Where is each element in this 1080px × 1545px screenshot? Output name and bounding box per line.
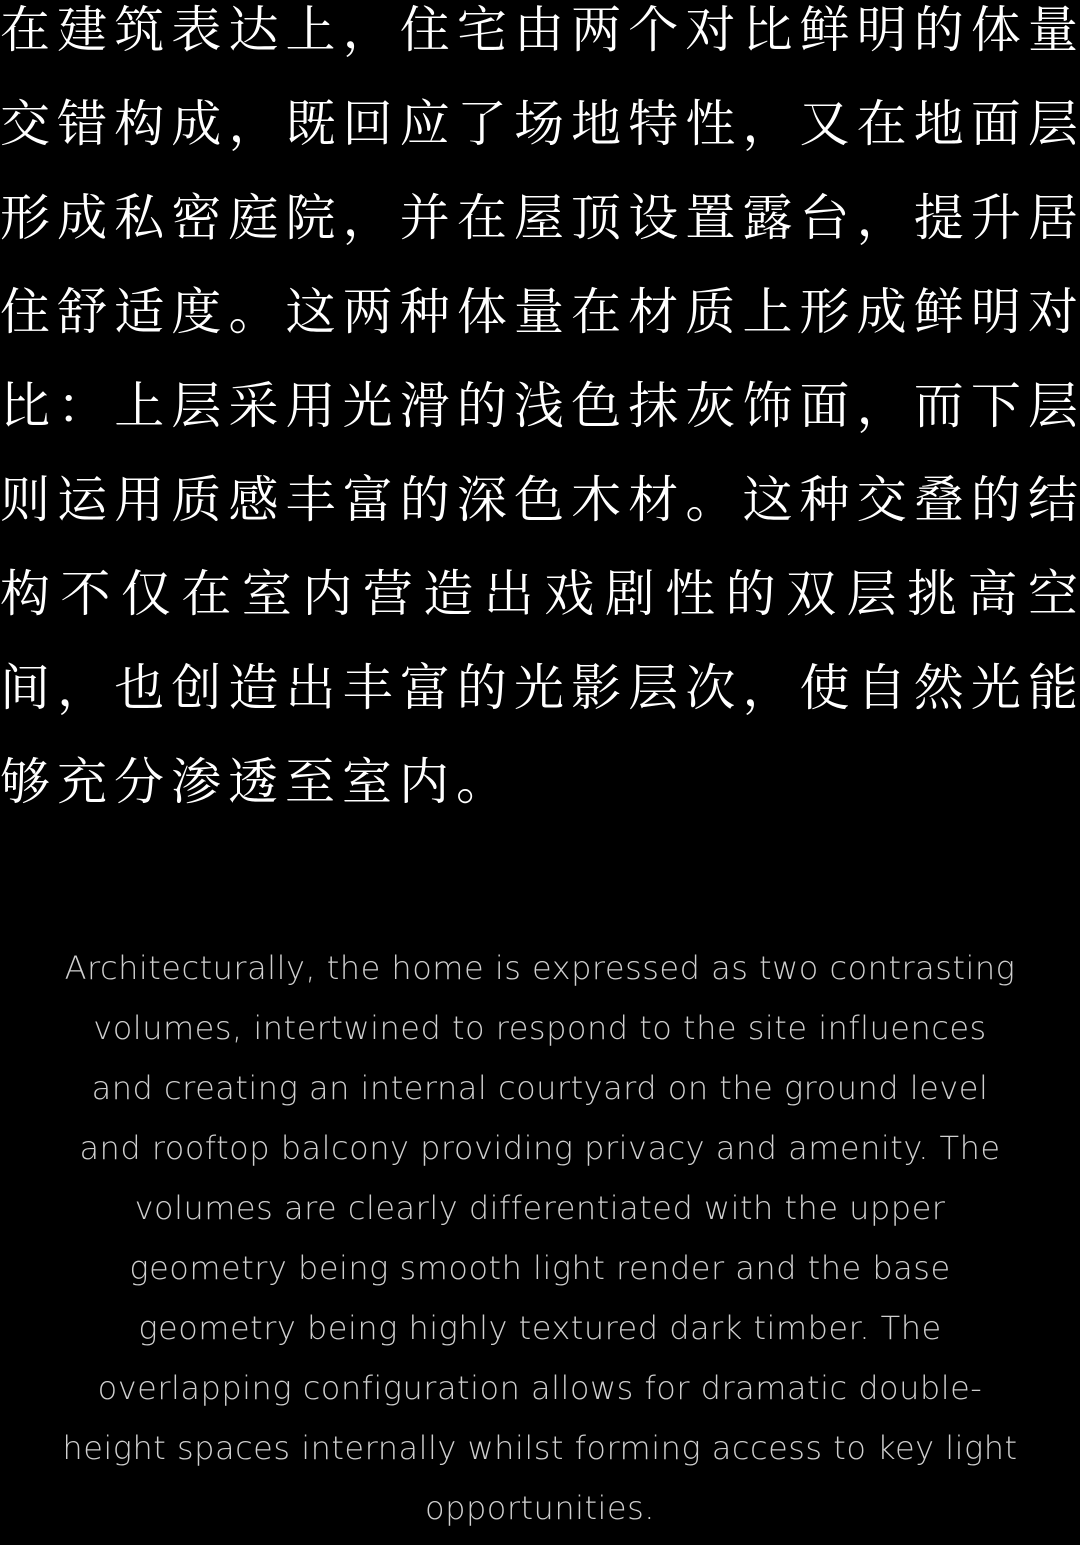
english-line: height spaces internally whilst forming access to key light: [62, 1429, 1018, 1467]
english-line: Architecturally, the home is expressed as two contrasting: [64, 949, 1016, 987]
chinese-line: 在建筑表达上，住宅由两个对比鲜明的体量: [0, 1, 1080, 59]
english-line: volumes are clearly differentiated with the upper: [134, 1189, 946, 1227]
chinese-line: 比：上层采用光滑的浅色抹灰饰面，而下层: [0, 377, 1080, 435]
english-line: and creating an internal courtyard on the ground level: [91, 1069, 989, 1107]
english-line: and rooftop balcony providing privacy and amenity. The: [79, 1129, 1001, 1167]
chinese-line: 形成私密庭院，并在屋顶设置露台，提升居: [0, 189, 1080, 247]
english-line: geometry being smooth light render and the base: [129, 1249, 951, 1287]
chinese-line: 构不仅在室内营造出戏剧性的双层挑高空: [0, 565, 1080, 623]
chinese-line: 够充分渗透至室内。: [0, 753, 513, 811]
english-paragraph: [0, 945, 1080, 1545]
english-line: opportunities.: [425, 1489, 655, 1527]
chinese-line: 住舒适度。这两种体量在材质上形成鲜明对: [0, 283, 1080, 341]
chinese-line: 间，也创造出丰富的光影层次，使自然光能: [0, 659, 1080, 717]
english-line: volumes, intertwined to respond to the site influences: [93, 1009, 987, 1047]
chinese-line: 交错构成，既回应了场地特性，又在地面层: [0, 95, 1080, 153]
chinese-line: 则运用质感丰富的深色木材。这种交叠的结: [0, 471, 1080, 529]
english-line: overlapping configuration allows for dramatic double-: [97, 1369, 983, 1407]
english-line: geometry being highly textured dark timber. The: [138, 1309, 942, 1347]
